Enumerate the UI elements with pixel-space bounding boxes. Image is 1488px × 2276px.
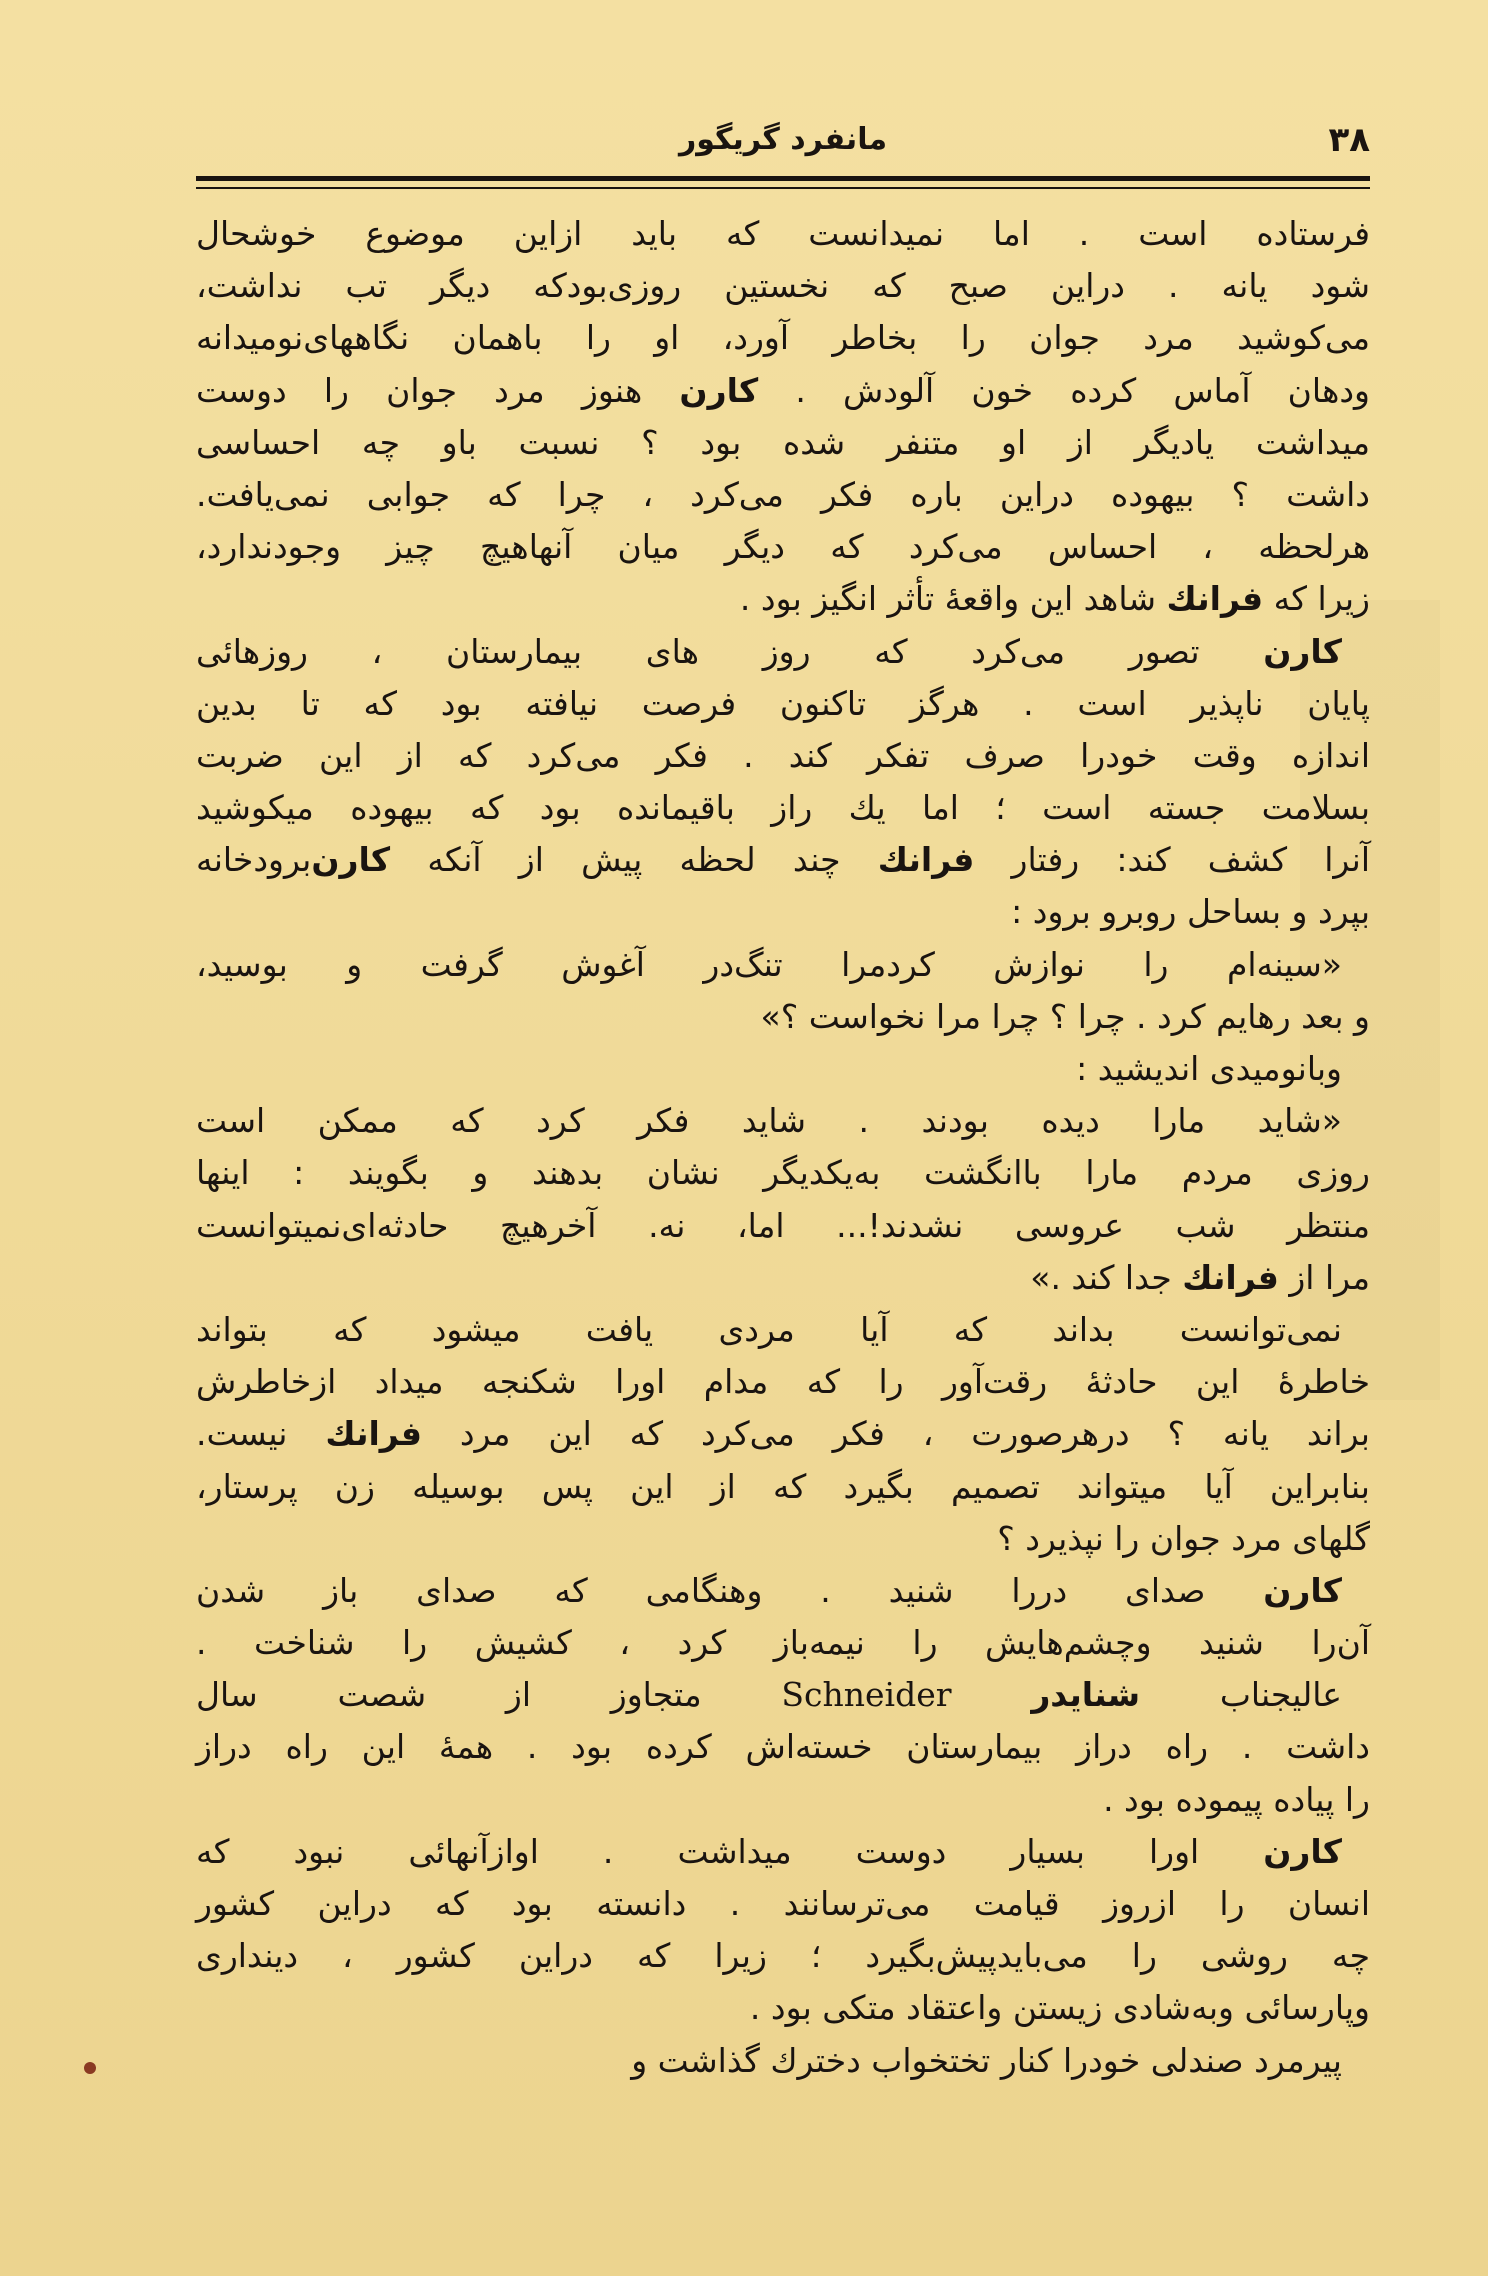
header-rule-thin [196, 187, 1370, 189]
text-line: بنابراین آیا میتواند تصمیم بگیرد که از این پس بوسیله زن پرستار، [196, 1466, 1370, 1506]
text-line: میداشت یادیگر از او متنفر شده بود ؟ نسبت باو چه احساسی [196, 422, 1370, 462]
text-line: وبانومیدی اندیشید : [1076, 1049, 1342, 1088]
text-line: مرا از فرانك جدا کند .» [1030, 1257, 1370, 1297]
text-line: وپارسائی وبه‌شادی زیستن واعتقاد متکی بود . [749, 1988, 1370, 2028]
text-line: کارن صدای دررا شنید . وهنگامی که صدای باز شدن [196, 1570, 1342, 1610]
text-line: می‌کوشید مرد جوان را بخاطر آورد، او را باهمان نگاههای‌نومیدانه [196, 318, 1370, 358]
text-line: بپرد و بساحل روبرو برود : [1011, 892, 1370, 932]
text-line: هرلحظه ، احساس می‌کرد که دیگر میان آنهاهیچ چیز وجودندارد، [196, 527, 1370, 567]
text-line: بسلامت جسته است ؛ اما يك راز باقیمانده بود که بیهوده میکوشید [196, 788, 1370, 828]
text-line: گلهای مرد جوان را نپذیرد ؟ [997, 1518, 1370, 1558]
text-line: آن‌را شنید وچشم‌هایش را نیمه‌باز کرد ، کشیش را شناخت . [196, 1623, 1370, 1663]
text-line: و بعد رهایم کرد . چرا ؟ چرا مرا نخواست ؟» [760, 996, 1370, 1036]
text-line: پایان ناپذیر است . هرگز تاکنون فرصت نیافته بود که تا بدین [196, 683, 1370, 723]
text-line: «سینه‌ام را نوازش کردمرا تنگ‌در آغوش گرفت و بوسید، [196, 944, 1342, 984]
text-line: داشت . راه دراز بیمارستان خسته‌اش کرده بود . همهٔ این راه دراز [196, 1727, 1370, 1767]
text-line: روزی مردم مارا باانگشت به‌یکدیگر نشان بدهند و بگویند : اینها [196, 1153, 1370, 1193]
text-line: را پیاده پیموده بود . [1103, 1779, 1370, 1819]
text-line: اندازه وقت خودرا صرف تفکر کند . فکر می‌کرد که از این ضربت [196, 735, 1370, 775]
text-line: منتظر شب عروسی نشدند!... اما، نه. آخرهیچ حادثه‌ای‌نمیتوانست [196, 1205, 1370, 1245]
text-line: «شاید مارا دیده بودند . شاید فکر کرد که ممکن است [196, 1101, 1342, 1141]
text-line: کارن تصور می‌کرد که روز های بیمارستان ، روزهائی [196, 631, 1342, 671]
text-line: عالیجناب شنایدر Schneider متجاوز از شصت سال [196, 1675, 1342, 1715]
text-line: کارن اورا بسیار دوست میداشت . اوازآنهائی نبود که [196, 1831, 1342, 1871]
text-line: انسان را ازروز قیامت می‌ترسانند . دانسته بود که دراین کشور [196, 1884, 1370, 1923]
page-number: ۳۸ [1328, 120, 1370, 160]
text-line: چه روشی را می‌بایدپیش‌بگیرد ؛ زیرا که دراین کشور ، دینداری [196, 1936, 1370, 1976]
running-head: مانفرد گریگور [678, 122, 888, 157]
text-line: براند یانه ؟ درهرصورت ، فکر می‌کرد که این مرد فرانك نیست. [196, 1414, 1370, 1454]
page-header [196, 120, 1370, 170]
text-line: آنرا کشف کند: رفتار فرانك چند لحظه پیش از آنکه کارن‌برودخانه [196, 840, 1370, 880]
text-line: شود یانه . دراین صبح که نخستین روزی‌بودکه دیگر تب نداشت، [196, 266, 1370, 306]
paper-stain [84, 2062, 96, 2074]
text-line: داشت ؟ بیهوده دراین باره فکر می‌کرد ، چرا که جوابی نمی‌یافت. [196, 474, 1370, 514]
text-line: نمی‌توانست بداند که آیا مردی یافت میشود که بتواند [196, 1309, 1342, 1349]
text-line: زیرا که فرانك شاهد این واقعهٔ تأثر انگیز بود . [739, 579, 1370, 619]
body-text [196, 208, 1370, 2087]
text-line: خاطرهٔ این حادثهٔ رقت‌آور را که مدام اورا شکنجه میداد ازخاطرش [196, 1362, 1370, 1402]
text-line: فرستاده است . اما نمیدانست که باید ازاین موضوع خوشحال [196, 214, 1370, 253]
header-rule-thick [196, 176, 1370, 181]
text-line: ودهان آماس کرده خون آلودش . کارن هنوز مرد جوان را دوست [196, 370, 1370, 410]
text-line: پیرمرد صندلی خودرا کنار تختخواب دخترك گذاشت و [631, 2040, 1342, 2080]
